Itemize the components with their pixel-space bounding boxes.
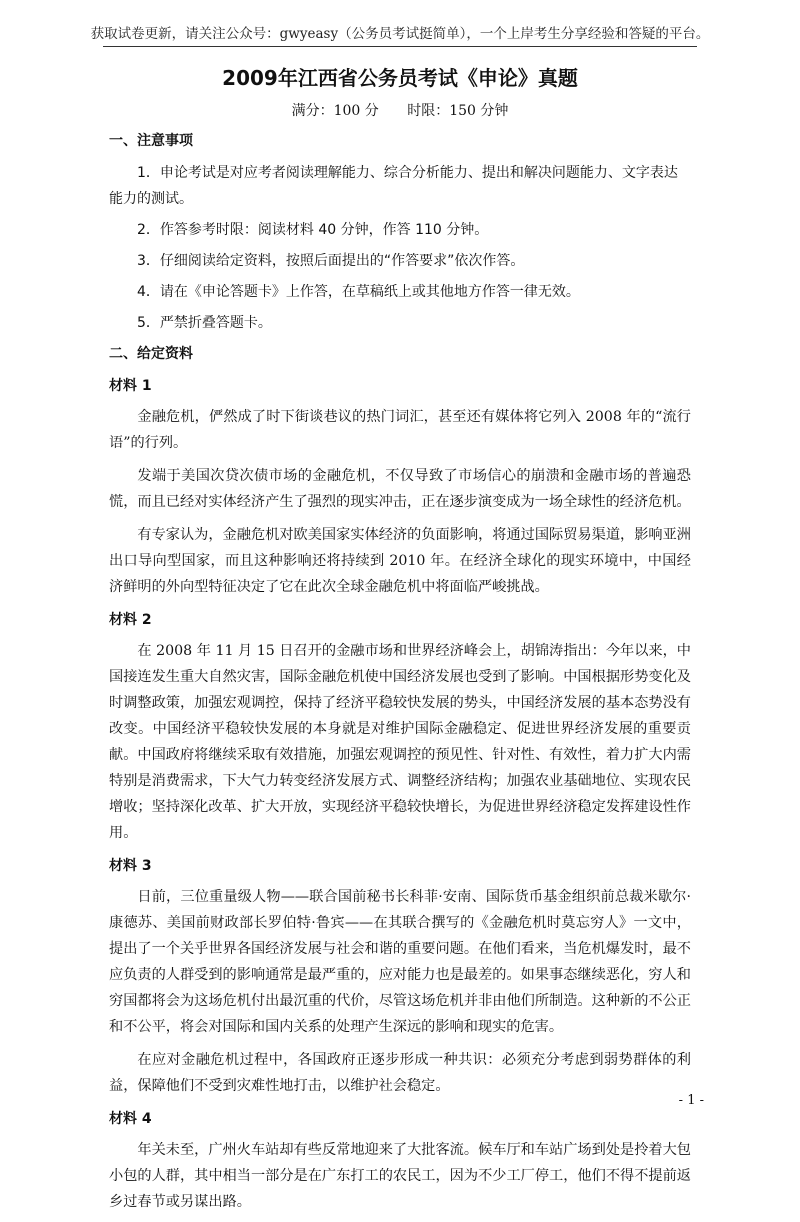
material-paragraph: 在应对金融危机过程中，各国政府正逐步形成一种共识：必须充分考虑到弱势群体的利益，保障他们不受到灾难性地打击，以维护社会稳定。 — [109, 1052, 691, 1094]
notice-item: 2．作答参考时限：阅读材料 40 分钟，作答 110 分钟。 — [137, 222, 489, 238]
notice-item: 3．仔细阅读给定资料，按照后面提出的“作答要求”依次作答。 — [137, 253, 525, 269]
material-title: 材料 3 — [109, 858, 152, 874]
material-paragraph: 在 2008 年 11 月 15 日召开的金融市场和世界经济峰会上，胡锦涛指出：今年以来，中国接连发生重大自然灾害，国际金融危机使中国经济发展也受到了影响。中国根据形势变化及时调整政策，加强宏观调控，保持了经济平稳较快发展的势头，中国经济发展的基本态势没有改变。中国经济平稳较快发展的本身就是对维护国际金融稳定、促进世界经济发展的重要贡献。中国政府将继续采取有效措施，加强宏观调控的预见性、针对性、有效性，着力扩大内需特别是消费需求，下大气力转变经济发展方式、调整经济结构；加强农业基础地位、实现农民增收；坚持深化改革、扩大开放，实现经济平稳较快增长，为促进世界经济稳定发挥建设性作用。 — [109, 643, 691, 841]
section-notice-title: 一、注意事项 — [109, 133, 193, 149]
material-title: 材料 2 — [109, 612, 152, 628]
exam-meta — [0, 100, 800, 120]
material-paragraph: 有专家认为，金融危机对欧美国家实体经济的负面影响，将通过国际贸易渠道，影响亚洲出口导向型国家，而且这种影响还将持续到 2010 年。在经济全球化的现实环境中，中国经济鲜明的外向型特征决定了它在此次全球金融危机中将面临严峻挑战。 — [109, 527, 691, 595]
material-paragraph: 发端于美国次贷次债市场的金融危机，不仅导致了市场信心的崩溃和金融市场的普遍恐慌，而且已经对实体经济产生了强烈的现实冲击，正在逐步演变成为一场全球性的经济危机。 — [109, 468, 691, 510]
page-title: 2009年江西省公务员考试《申论》真题 — [222, 66, 578, 90]
material-paragraph: 金融危机，俨然成了时下街谈巷议的热门词汇，甚至还有媒体将它列入 2008 年的“流行语”的行列。 — [109, 409, 691, 451]
page-number: - 1 - — [678, 1093, 704, 1108]
notice-item: 1．申论考试是对应考者阅读理解能力、综合分析能力、提出和解决问题能力、文字表达能力的测试。 — [109, 165, 678, 207]
material-title: 材料 4 — [109, 1111, 152, 1127]
material-paragraph: 年关未至，广州火车站却有些反常地迎来了大批客流。候车厅和车站广场到处是拎着大包小包的人群，其中相当一部分是在广东打工的农民工，因为不少工厂停工，他们不得不提前返乡过春节或另谋出路。 — [109, 1142, 691, 1210]
header-note: 获取试卷更新，请关注公众号：gwyeasy（公务员考试挺简单），一个上岸考生分享经验和答疑的平台。 — [90, 26, 710, 42]
section-materials-title: 二、给定资料 — [109, 346, 193, 362]
header-divider — [103, 46, 697, 47]
document-body — [109, 128, 691, 1222]
time-info: 时限：150 分钟 — [407, 103, 509, 119]
material-paragraph: 日前，三位重量级人物——联合国前秘书长科菲·安南、国际货币基金组织前总裁米歇尔·康德苏、美国前财政部长罗伯特·鲁宾——在其联合撰写的《金融危机时莫忘穷人》一文中，提出了一个关乎世界各国经济发展与社会和谐的重要问题。在他们看来，当危机爆发时，最不应负责的人群受到的影响通常是最严重的，应对能力也是最差的。如果事态继续恶化，穷人和穷国都将会为这场危机付出最沉重的代价，尽管这场危机并非由他们所制造。这种新的不公正和不公平，将会对国际和国内关系的处理产生深远的影响和现实的危害。 — [109, 889, 691, 1035]
material-title: 材料 1 — [109, 378, 152, 394]
notice-item: 4．请在《申论答题卡》上作答，在草稿纸上或其他地方作答一律无效。 — [137, 284, 580, 300]
score-info: 满分：100 分 — [291, 103, 379, 119]
notice-item: 5．严禁折叠答题卡。 — [137, 315, 272, 331]
